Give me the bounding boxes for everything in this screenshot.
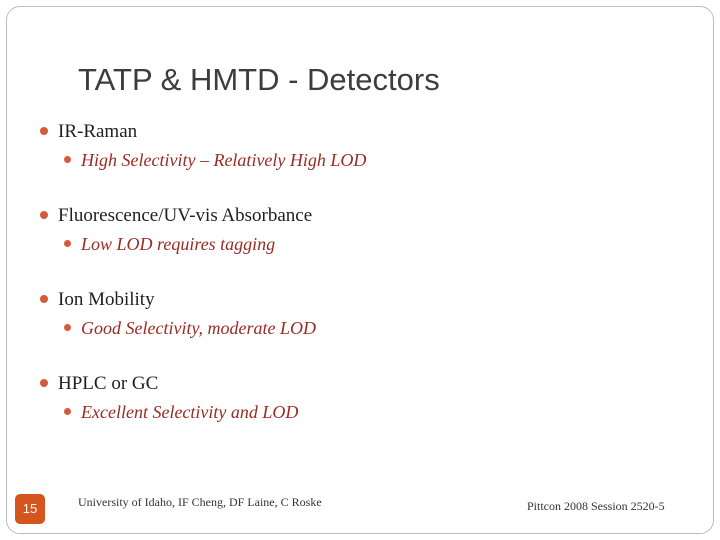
bullet-text: HPLC or GC bbox=[58, 373, 159, 394]
bullet-icon bbox=[40, 295, 48, 303]
bullet-item-fluorescence bbox=[40, 202, 312, 230]
bullet-icon bbox=[40, 211, 48, 219]
bullet-item-ir-raman bbox=[40, 118, 137, 146]
bullet-icon bbox=[40, 127, 48, 135]
sub-bullet-hplc-gc bbox=[64, 398, 298, 426]
sub-bullet-text: Low LOD requires tagging bbox=[81, 234, 276, 254]
sub-bullet-icon bbox=[64, 240, 71, 247]
bullet-icon bbox=[40, 379, 48, 387]
bullet-item-hplc-gc bbox=[40, 370, 158, 398]
sub-bullet-text: Good Selectivity, moderate LOD bbox=[81, 318, 316, 338]
sub-bullet-icon bbox=[64, 324, 71, 331]
sub-bullet-ion-mobility bbox=[64, 314, 316, 342]
sub-bullet-ir-raman bbox=[64, 146, 366, 174]
sub-bullet-text: Excellent Selectivity and LOD bbox=[81, 402, 299, 422]
sub-bullet-fluorescence bbox=[64, 230, 275, 258]
sub-bullet-icon bbox=[64, 408, 71, 415]
bullet-text: Ion Mobility bbox=[58, 289, 155, 310]
bullet-text: IR-Raman bbox=[58, 121, 138, 142]
footer-session: Pittcon 2008 Session 2520-5 bbox=[527, 499, 665, 513]
footer-authors: University of Idaho, IF Cheng, DF Laine, C Roske bbox=[78, 495, 322, 509]
bullet-text: Fluorescence/UV-vis Absorbance bbox=[58, 205, 313, 226]
sub-bullet-text: High Selectivity – Relatively High LOD bbox=[81, 150, 367, 170]
slide-title: TATP & HMTD - Detectors bbox=[78, 62, 440, 97]
sub-bullet-icon bbox=[64, 156, 71, 163]
bullet-item-ion-mobility bbox=[40, 286, 155, 314]
slide-number-badge: 15 bbox=[15, 494, 45, 524]
